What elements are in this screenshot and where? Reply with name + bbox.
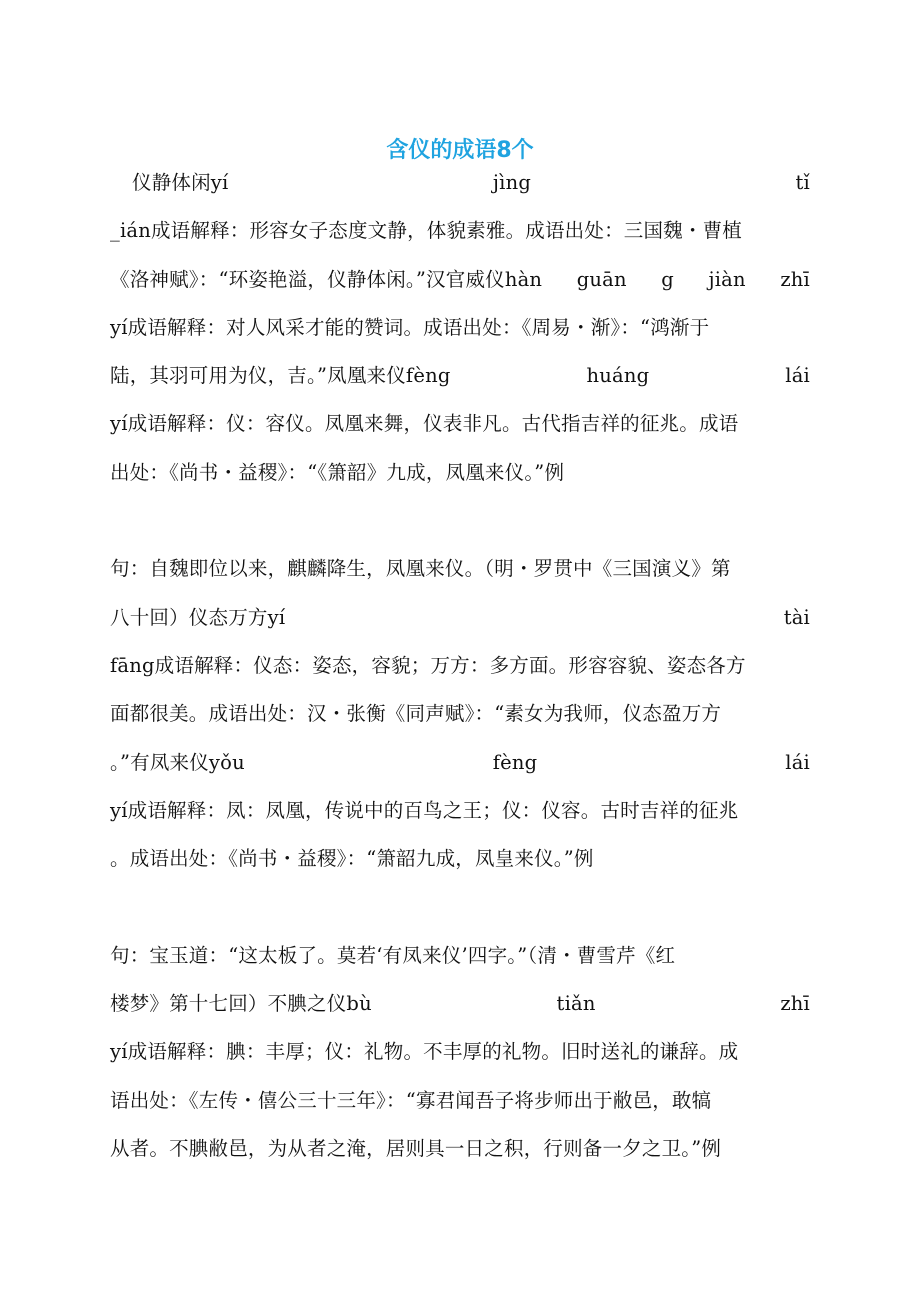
text-line	[110, 263, 810, 311]
text-segment: 句：宝玉道：“这太板了。莫若‘有凤来仪’四字。”（清・曹雪芹《红	[110, 943, 676, 967]
text-segment: 句：自魏即位以来，麒麟降生，凤凰来仪。（明・罗贯中《三国演义》第	[110, 557, 731, 581]
text-segment: 陆，其羽可用为仪，吉。”凤凰来仪fèng	[110, 364, 451, 388]
text-segment: lái	[785, 364, 810, 388]
text-segment: huáng	[586, 364, 650, 388]
text-segment: zhī	[780, 267, 810, 291]
text-segment: yí成语解释：凤：凤凰，传说中的百鸟之王；仪：仪容。古时吉祥的征兆	[110, 798, 739, 822]
text-line	[110, 214, 810, 262]
text-line	[110, 746, 810, 794]
text-line	[110, 552, 810, 600]
text-line	[110, 939, 810, 987]
text-segment: 出处：《尚书・益稷》：“《箫韶》九成，凤凰来仪。”例	[110, 460, 565, 484]
text-segment: fèng	[492, 750, 538, 774]
text-line	[110, 601, 810, 649]
text-segment: fāng成语解释：仪态：姿态，容貌；万方：多方面。形容容貌、姿态各方	[110, 653, 746, 677]
text-segment: 仪静体闲yí	[132, 171, 229, 194]
text-segment: tài	[783, 605, 810, 629]
text-segment: g	[661, 267, 674, 291]
text-segment: yí成语解释：仪：容仪。凤凰来舞，仪表非凡。古代指吉祥的征兆。成语	[110, 412, 739, 436]
text-line	[110, 649, 810, 697]
text-segment: yí成语解释：腆：丰厚；仪：礼物。不丰厚的礼物。旧时送礼的谦辞。成	[110, 1040, 739, 1064]
text-segment: tǐ	[795, 171, 810, 194]
text-segment: 。成语出处：《尚书・益稷》：“箫韶九成，凤皇来仪。”例	[110, 847, 594, 871]
text-segment: 《洛神赋》：“环姿艳溢，仪静体闲。”汉官威仪hàn	[110, 267, 543, 291]
text-line	[110, 166, 810, 214]
text-segment: 面都很美。成语出处：汉・张衡《同声赋》：“素女为我师，仪态盈万方	[110, 702, 722, 726]
text-line	[110, 1132, 810, 1180]
text-line	[110, 311, 810, 359]
text-segment: 八十回）仪态万方yí	[110, 605, 286, 629]
text-segment: jìng	[492, 171, 532, 194]
text-segment: jiàn	[708, 267, 746, 291]
text-line	[110, 456, 810, 504]
text-segment: 楼梦》第十七回）不腆之仪bù	[110, 992, 372, 1016]
text-line	[110, 987, 810, 1035]
blank-line	[110, 890, 810, 938]
text-segment: lái	[785, 750, 810, 774]
text-segment: 。”有凤来仪yǒu	[110, 750, 245, 774]
document-title: 含仪的成语8个	[386, 137, 534, 163]
text-segment: zhī	[780, 992, 810, 1016]
text-line	[110, 794, 810, 842]
text-line	[110, 1035, 810, 1083]
text-line	[110, 407, 810, 455]
text-segment: guān	[576, 267, 627, 291]
text-line	[110, 1084, 810, 1132]
text-segment: _ián成语解释：形容女子态度文静，体貌素雅。成语出处：三国魏・曹植	[110, 219, 742, 243]
text-line	[110, 359, 810, 407]
text-segment: 语出处：《左传・僖公三十三年》：“寡君闻吾子将步师出于敝邑，敢犒	[110, 1088, 712, 1112]
document-body	[110, 166, 810, 1180]
text-segment: 从者。不腆敝邑，为从者之淹，居则具一日之积，行则备一夕之卫。”例	[110, 1136, 722, 1160]
text-segment: yí成语解释：对人风采才能的赞词。成语出处：《周易・渐》：“鸿渐于	[110, 315, 710, 339]
text-segment: tiǎn	[556, 992, 596, 1016]
blank-line	[110, 504, 810, 552]
text-line	[110, 842, 810, 890]
text-line	[110, 697, 810, 745]
